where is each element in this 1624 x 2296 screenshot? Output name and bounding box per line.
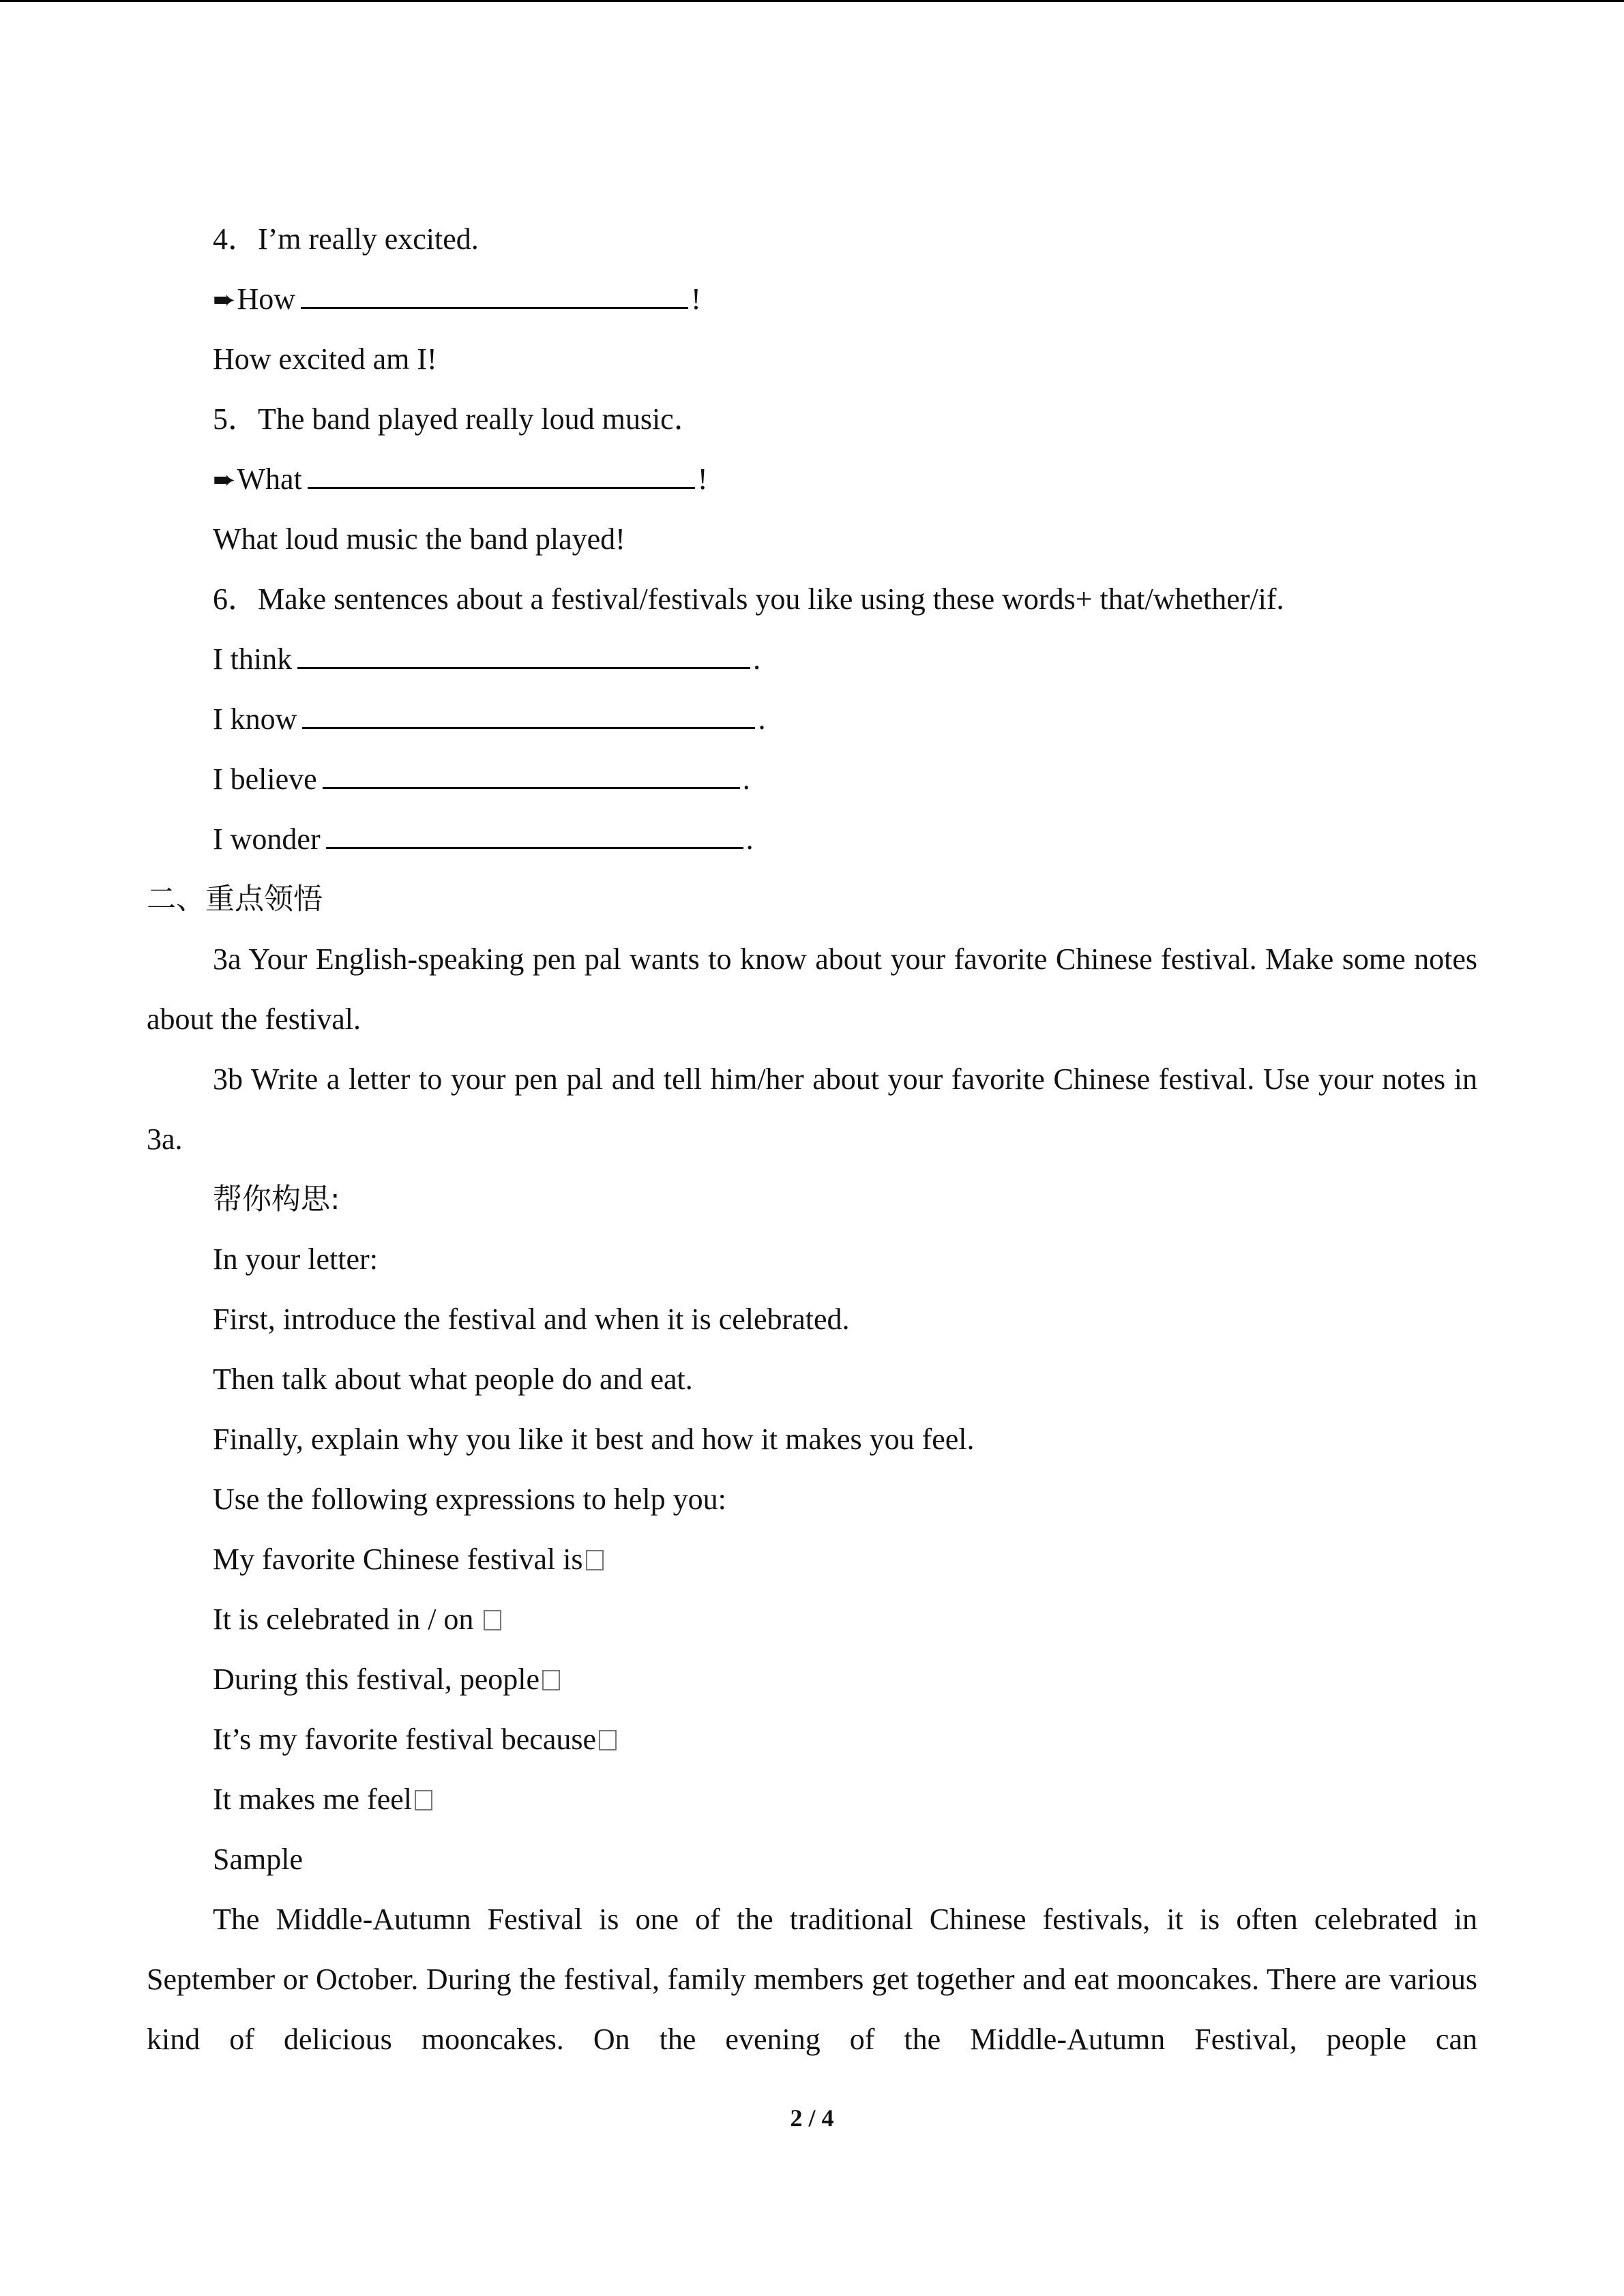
item-6-stem-line: [147, 629, 1477, 689]
item-6-stem: I believe: [213, 762, 317, 796]
missing-glyph-icon: [484, 1610, 501, 1630]
arrow-right-icon: ➨: [213, 284, 236, 316]
item-5-answer-blank[interactable]: [308, 460, 695, 489]
item-6-stem: I wonder: [213, 822, 321, 856]
item-6-blank[interactable]: [302, 700, 755, 729]
item-6-prompt: 6．Make sentences about a festival/festivals you like using these words+ that/whether/if.: [213, 582, 1284, 616]
expression-text: It is celebrated in / on: [213, 1602, 482, 1636]
item-4-rewrite-end: !: [691, 282, 701, 316]
missing-glyph-icon: [415, 1790, 432, 1810]
item-4-answer-blank[interactable]: [301, 280, 688, 309]
expression-line: [147, 1770, 1477, 1830]
item-5-prompt: 5．The band played really loud music．: [213, 402, 704, 436]
expression-line: [147, 1710, 1477, 1770]
arrow-right-icon: ➨: [213, 464, 236, 496]
expression-text: It’s my favorite festival because: [213, 1723, 597, 1756]
item-4-rewrite: [147, 269, 1477, 329]
item-6-end: .: [758, 702, 766, 736]
item-6-blank[interactable]: [323, 760, 740, 789]
step-line: Then talk about what people do and eat.: [213, 1362, 693, 1396]
sample-label: Sample: [213, 1843, 303, 1876]
item-6-end: .: [745, 822, 754, 856]
step-line: Finally, explain why you like it best and how it makes you feel.: [213, 1422, 975, 1456]
missing-glyph-icon: [599, 1730, 617, 1750]
item-6-stem: I know: [213, 702, 297, 736]
item-6-end: .: [742, 762, 750, 796]
item-6-blank[interactable]: [297, 640, 750, 669]
step-line: First, introduce the festival and when it is celebrated.: [213, 1302, 850, 1336]
expression-line: [147, 1530, 1477, 1590]
item-4-prompt: 4．I’m really excited.: [213, 222, 479, 256]
sample-text: The Middle-Autumn Festival is one of the traditional Chinese festivals, it is often celebrated in September or October. During the festival, family members get together and eat mooncakes. There are various kind of delicious mooncakes. On the evening of the Middle-Autumn Festival, people can: [147, 1903, 1477, 2056]
task-3a: 3a Your English-speaking pen pal wants to know about your favorite Chinese festival. Make some notes about the festival.: [147, 942, 1477, 1036]
expression-text: It makes me feel: [213, 1783, 412, 1816]
page-content: [147, 209, 1477, 2070]
help-label: 帮你构思:: [213, 1182, 340, 1217]
item-6-stem-line: [147, 749, 1477, 809]
item-5-rewrite-end: !: [697, 462, 708, 496]
expression-text: My favorite Chinese festival is: [213, 1542, 583, 1576]
item-4-rewrite-prefix: How: [237, 282, 296, 316]
missing-glyph-icon: [586, 1550, 604, 1570]
in-letter-label: In your letter:: [213, 1242, 378, 1276]
task-3b: 3b Write a letter to your pen pal and tell him/her about your favorite Chinese festival. Use your notes in 3a.: [147, 1062, 1477, 1156]
item-5-answer: What loud music the band played!: [213, 522, 625, 556]
item-6-end: .: [753, 642, 761, 676]
item-6-stem: I think: [213, 642, 293, 676]
page-number: 2 / 4: [790, 2104, 834, 2132]
expressions-intro: Use the following expressions to help you:: [213, 1482, 726, 1516]
item-6-stem-line: [147, 809, 1477, 869]
expression-line: [147, 1650, 1477, 1710]
section-heading: 二、重点领悟: [147, 882, 323, 916]
item-5-rewrite: [147, 449, 1477, 509]
item-4-answer: How excited am I!: [213, 342, 437, 376]
item-6-stem-line: [147, 689, 1477, 749]
missing-glyph-icon: [542, 1670, 560, 1690]
item-6-blank[interactable]: [326, 820, 743, 849]
expression-text: During this festival, people: [213, 1663, 540, 1696]
item-5-rewrite-prefix: What: [237, 462, 302, 496]
expression-line: [147, 1590, 1477, 1650]
